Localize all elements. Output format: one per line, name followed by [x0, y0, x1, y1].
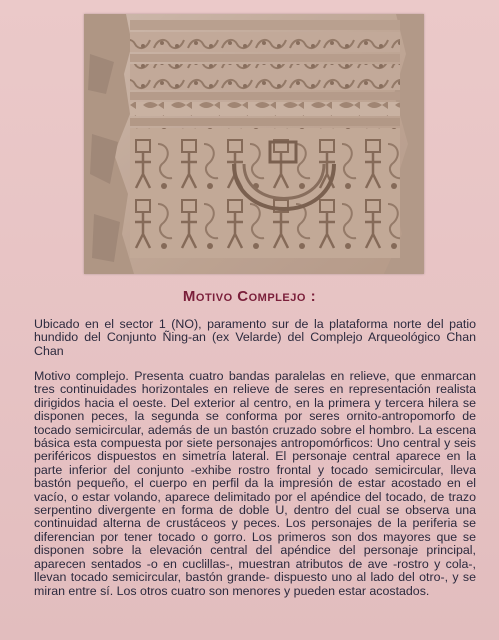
section-title: Motivo Complejo : [182, 288, 317, 305]
relief-photo [84, 14, 424, 274]
carved-relief-frieze-photo-icon [84, 14, 424, 274]
description-paragraph: Motivo complejo. Presenta cuatro bandas paralelas en relieve, que enmarcan tres continuidades horizontales en relieve de seres en representación realista dirigidos hacia el oeste. Del exterior al centro, en la primera y tercera hilera se disponen peces, la segunda se conforma por seres ornito-antropomorfo de tocado semicircular, además de un bastón cruzado sobre el hombro. La escena básica esta compuesta por siete personajes antropomórficos: Uno central y seis periféricos dispuestos en simetría lateral. El personaje central aparece en la parte inferior del conjunto -exhibe rostro frontal y tocado semicircular, lleva bastón pequeño, el cuerpo en perfil da la impresión de estar acostado en el vacío, o estar volando, aparece delimitado por el apéndice del tocado, de trazo serpentino divergente en forma de doble U, dentro del cual se observa una continuidad alterna de crustáceos y peces. Los personajes de la periferia se diferencian por tener tocado o gorro. Los primeros son dos mayores que se disponen sobre la elevación central del apéndice del personaje principal, aparecen sentados -o en cuclillas-, muestran atributos de ave -rostro y cola-, llevan tocado semicircular, bastón grande- dispuesto uno al lado del otro-, y se miran entre sí. Los otros cuatro son menores y pueden estar acostados. [34, 369, 476, 598]
location-paragraph: Ubicado en el sector 1 (NO), paramento sur de la plataforma norte del patio hundido del Conjunto Ñing-an (ex Velarde) del Complejo Arqueológico Chan Chan [34, 317, 476, 358]
